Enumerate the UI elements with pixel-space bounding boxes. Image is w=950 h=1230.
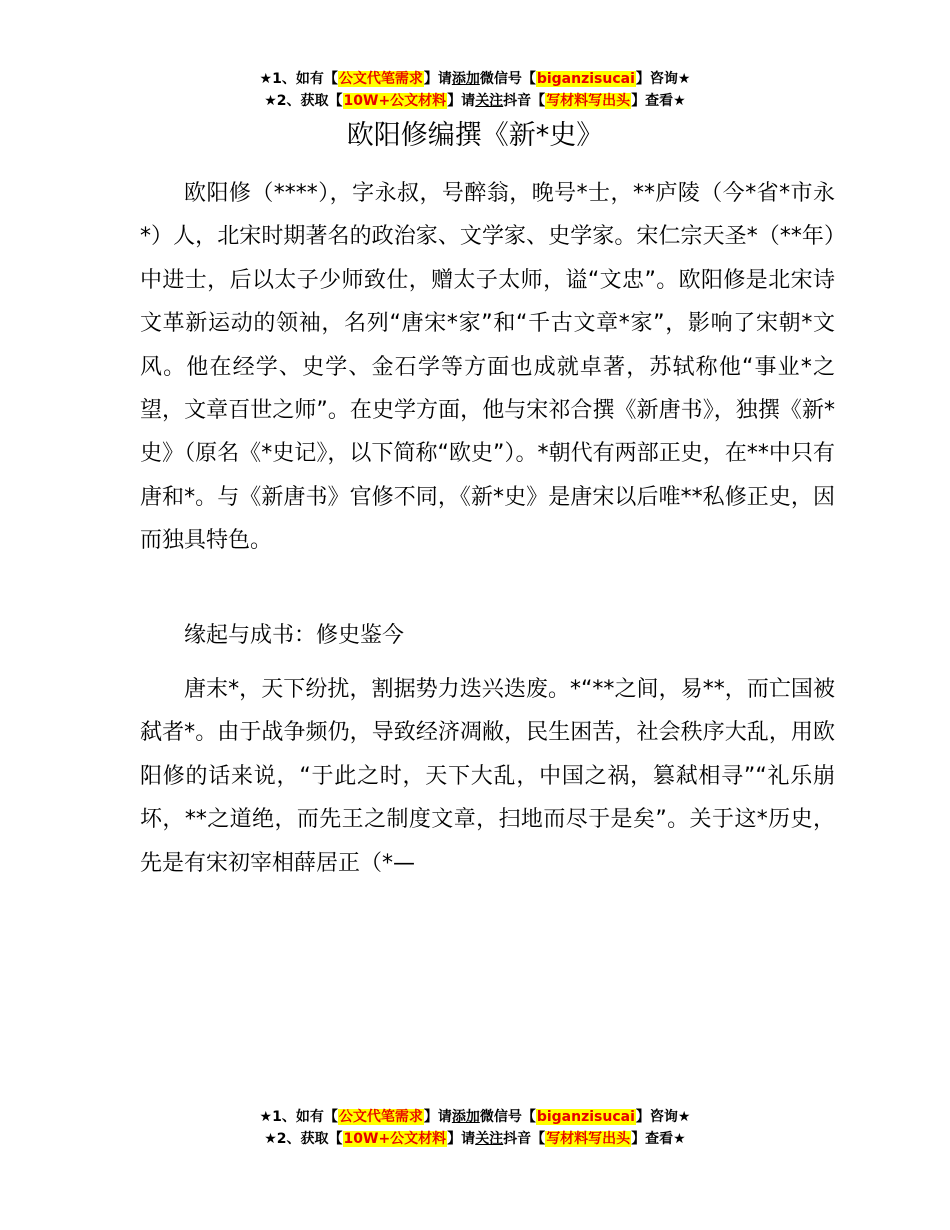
body-paragraph (140, 668, 835, 885)
banner-text: 微信号【 (479, 1109, 536, 1125)
banner-text: ★1、如有【 (259, 71, 338, 87)
body-paragraph (140, 172, 835, 563)
section-heading (140, 614, 835, 657)
highlight-service: 公文代笔需求 (338, 1109, 423, 1125)
highlight-materials: 10W+公文材料 (343, 1131, 447, 1147)
banner-text: 】请 (423, 1109, 452, 1125)
paragraph-text: 唐末*，天下纷扰，割据势力迭兴迭废。*“**之间，易**，而亡国被弑者*。由于战争频仍，导致经济凋敝，民生困苦，社会秩序大乱，用欧阳修的话来说，“于此之时，天下大乱，中国之祸，篡弒相寻”“礼乐崩坏，**之道绝，而先王之制度文章，扫地而尽于是矣”。关于这*历史，先是有宋初宰相薛居正（*— (140, 677, 835, 876)
highlight-materials: 10W+公文材料 (343, 93, 447, 109)
banner-text: 抖音【 (503, 93, 546, 109)
section-heading-text: 缘起与成书：修史鉴今 (184, 623, 405, 648)
banner-line-1 (0, 1106, 950, 1128)
banner-text: 】请 (447, 93, 476, 109)
highlight-douyin-account: 写材料写出头 (546, 1131, 631, 1147)
banner-text: 】咨询★ (635, 1109, 691, 1125)
banner-text: ★1、如有【 (259, 1109, 338, 1125)
underlined-text: 添加 (451, 71, 480, 87)
underlined-text: 关注 (475, 1131, 504, 1147)
underlined-text: 关注 (475, 93, 504, 109)
banner-text: 】查看★ (631, 1131, 686, 1147)
banner-text: 抖音【 (503, 1131, 546, 1147)
banner-text: ★2、获取【 (264, 93, 343, 109)
banner-line-1 (0, 68, 950, 90)
highlight-wechat-id: biganzisucai (536, 71, 635, 87)
banner-line-2 (0, 1128, 950, 1150)
highlight-service: 公文代笔需求 (338, 71, 423, 87)
header-banner (0, 68, 950, 112)
document-title: 欧阳修编撰《新*史》 (346, 120, 604, 151)
banner-text: 】请 (423, 71, 452, 87)
banner-text: 】查看★ (631, 93, 686, 109)
paragraph-text: 欧阳修（****），字永叔，号醉翁，晚号*士，**庐陵（今*省*市永*）人，北宋时期著名的政治家、文学家、史学家。宋仁宗天圣*（**年）中进士，后以太子少师致仕，赠太子太师，谥“文忠”。欧阳修是北宋诗文革新运动的领袖，名列“唐宋*家”和“千古文章*家”，影响了宋朝*文风。他在经学、史学、金石学等方面也成就卓著，苏轼称他“事业*之望，文章百世之师”。在史学方面，他与宋祁合撰《新唐书》，独撰《新*史》（原名《*史记》，以下简称“欧史”）。*朝代有两部正史，在**中只有唐和*。与《新唐书》官修不同，《新*史》是唐宋以后唯**私修正史，因而独具特色。 (140, 181, 835, 554)
highlight-wechat-id: biganzisucai (536, 1109, 635, 1125)
banner-text: 】请 (447, 1131, 476, 1147)
banner-text: 】咨询★ (635, 71, 691, 87)
footer-banner (0, 1106, 950, 1150)
underlined-text: 添加 (451, 1109, 480, 1125)
banner-text: ★2、获取【 (264, 1131, 343, 1147)
banner-line-2 (0, 90, 950, 112)
highlight-douyin-account: 写材料写出头 (546, 93, 631, 109)
banner-text: 微信号【 (479, 71, 536, 87)
